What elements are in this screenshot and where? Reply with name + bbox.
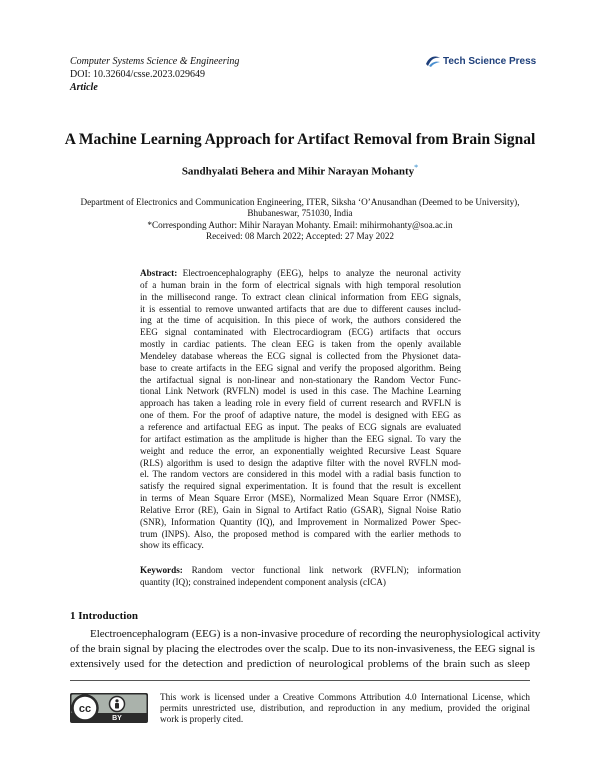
abstract-line: (RLS) algorithm is used to design the adaptive filter with the novel RVFLN mod-: [140, 457, 461, 468]
introduction-text: [70, 627, 541, 672]
keywords-label: Keywords:: [140, 565, 183, 575]
abstract-line: approach has taken a leading role in every field of current research and RVFLN is: [140, 398, 461, 409]
keywords-line: quantity (IQ); constrained independent component analysis (cICA): [140, 576, 386, 587]
affiliation-line: Department of Electronics and Communication Engineering, ITER, Siksha ‘O’Anusandhan (Deemed to be University),: [80, 197, 520, 207]
author-names: Sandhyalati Behera and Mihir Narayan Mohanty: [181, 165, 415, 178]
doi: DOI: 10.32604/csse.2023.029649: [70, 69, 205, 80]
license-line: work is properly cited.: [160, 714, 244, 724]
affiliation-line: Bhubaneswar, 751030, India: [247, 208, 353, 219]
abstract-line: satisfy the required signal experimentation. It is found that the result is excellent: [140, 481, 461, 492]
keywords-line: [140, 565, 461, 577]
publisher-logo: [425, 53, 536, 69]
received-accepted-dates: Received: 08 March 2022; Accepted: 27 May 2022: [205, 231, 395, 242]
abstract-line: one of them. For the proof of adaptive nature, the model is designed with EEG as: [140, 410, 461, 421]
by-label: BY: [112, 715, 122, 722]
authors: [0, 163, 600, 178]
abstract-line: trum (INPS). Also, the proposed method is compared with the earlier methods to: [140, 528, 461, 539]
abstract-line: show its efficacy.: [140, 540, 204, 551]
license-text: [160, 692, 530, 725]
abstract-line: in the millisecond range. To extract clean clinical information from EEG signals,: [140, 291, 461, 302]
abstract-line: [140, 268, 461, 280]
abstract-text: Electroencephalography (EEG), helps to analyze the neuronal activity: [182, 268, 461, 278]
corresponding-author: *Corresponding Author: Mihir Narayan Mohanty. Email: mihirmohanty@soa.ac.in: [147, 219, 453, 230]
abstract-line: of a human brain in the form of electrical signals with high temporal resolution: [140, 279, 461, 290]
abstract-line: el. The random vectors are considered in this model with a radial basis function to: [140, 469, 461, 480]
journal-name: Computer Systems Science & Engineering: [70, 56, 240, 67]
affiliation-block: [70, 197, 530, 243]
section-heading-introduction: 1 Introduction: [70, 610, 138, 622]
abstract-line: Relative Error (RE), Gain in Signal to Artifact Ratio (GSAR), Signal Noise Ratio: [140, 504, 461, 515]
abstract-line: mostly in cardiac patients. The clean EEG is taken from the openly available: [140, 339, 461, 350]
cc-by-license-badge[interactable]: [70, 693, 148, 723]
abstract-line: ing at the time of acquisition. In this piece of work, the authors considered the: [140, 315, 461, 326]
abstract-line: base to create artifacts in the EEG signal and verify the proposed algorithm. Being: [140, 362, 461, 373]
license-line: This work is licensed under a Creative Commons Attribution 4.0 International License, which: [160, 692, 530, 702]
keywords-text: Random vector functional link network (RVFLN); information: [191, 565, 462, 575]
publisher-swoosh-icon: [425, 54, 441, 68]
paper-title: A Machine Learning Approach for Artifact Removal from Brain Signal: [64, 131, 536, 148]
abstract-label: Abstract:: [140, 268, 178, 278]
abstract-line: in terms of Mean Square Error (MSE), Normalized Mean Square Error (NMSE),: [140, 493, 461, 504]
publisher-name: Tech Science Press: [443, 55, 537, 67]
footer-divider: [70, 680, 530, 681]
abstract-line: EEG signal contaminated with Electrocardiogram (ECG) artifacts that occurs: [140, 327, 461, 338]
abstract-line: tional Link Network (RVFLN) model is used in this case. The Machine Learning: [140, 386, 461, 397]
cc-icon-label: cc: [78, 703, 92, 715]
abstract-line: it is essential to remove unwanted artifacts that are due to different causes includ-: [140, 303, 461, 314]
abstract: [140, 268, 461, 552]
abstract-line: Mendeley database whereas the ECG signal is collected from the Physionet data-: [140, 350, 461, 361]
abstract-line: the artifactual signal is non-linear and non-stationary the Random Vector Func-: [140, 374, 461, 385]
license-line: permits unrestricted use, distribution, and reproduction in any medium, provided the original: [160, 703, 530, 713]
abstract-line: for artifact estimation as the amplitude is higher than the EEG signal. To vary the: [140, 433, 461, 444]
abstract-line: weight and reduce the error, an exponentially weighted Recursive Least Square: [140, 445, 461, 456]
abstract-line: a reference and artifactual EEG as input. The peaks of ECG signals are evaluated: [140, 421, 461, 432]
body-line: of the brain signal by placing the electrodes over the scalp. Due to its non-invasiveness, the EEG signal is: [70, 643, 535, 655]
body-line: extensively used for the detection and prediction of neurological problems of the brain such as sleep: [70, 658, 530, 670]
corresponding-author-mark: *: [414, 163, 419, 172]
body-line: Electroencephalogram (EEG) is a non-invasive procedure of recording the neurophysiological activity: [90, 628, 541, 640]
abstract-line: (SNR), Information Quantity (IQ), and Improvement in Normalized Power Spec-: [140, 516, 461, 527]
article-type: Article: [70, 82, 98, 93]
keywords: [140, 565, 461, 589]
